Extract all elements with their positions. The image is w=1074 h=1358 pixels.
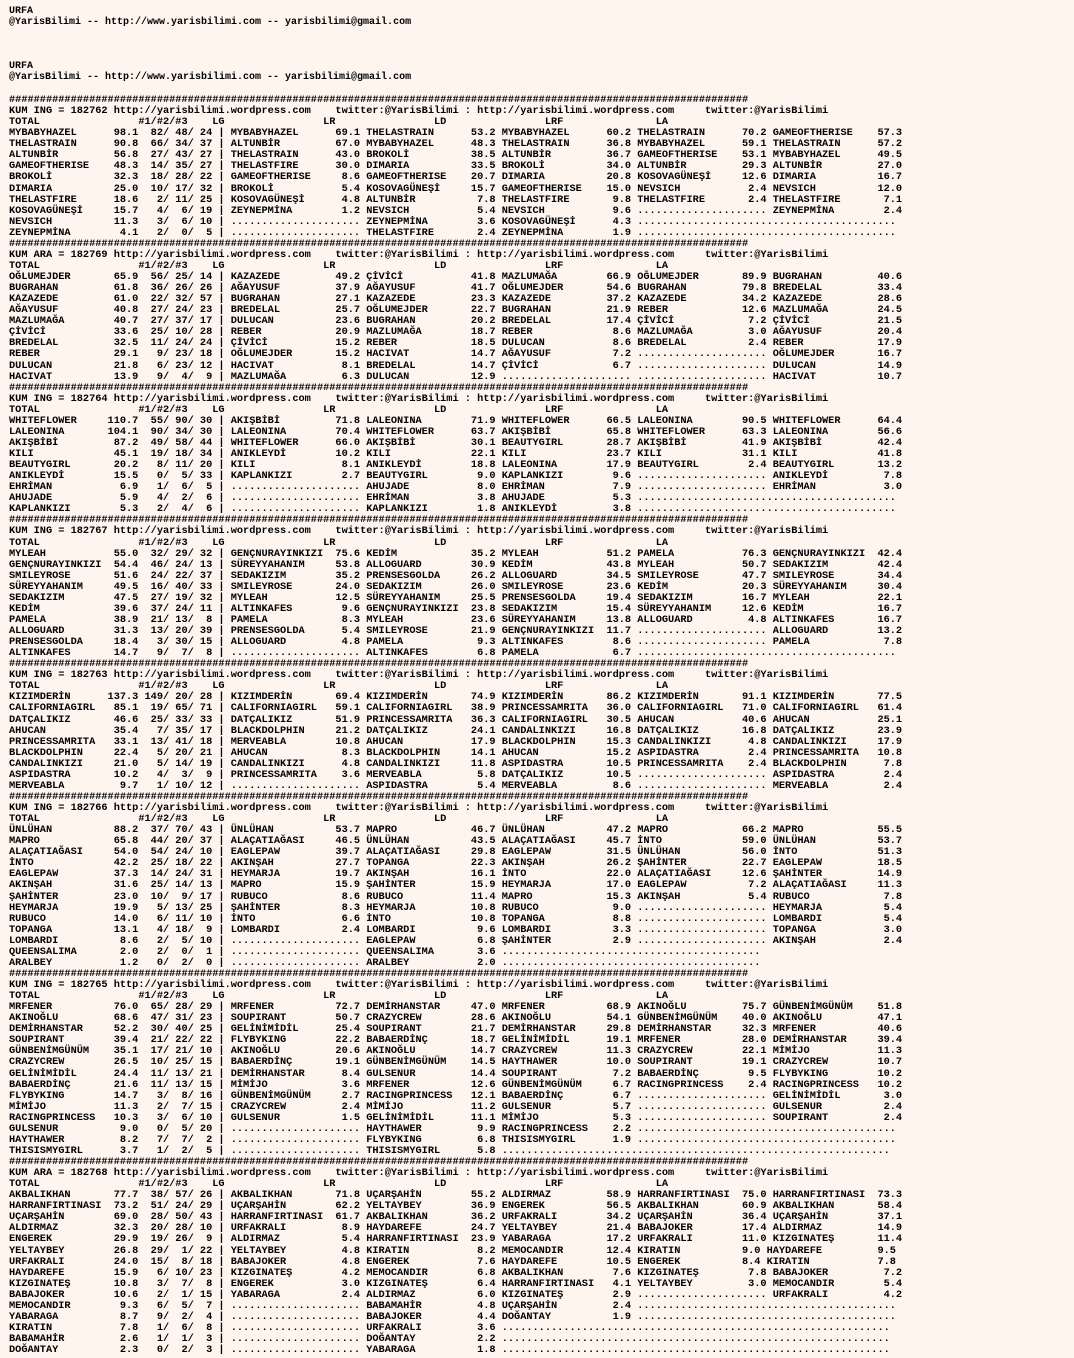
contact-line: @YarisBilimi -- http://www.yarisbilimi.com -- yarisbilimi@gmail.com — [9, 72, 412, 83]
contact-line: @YarisBilimi -- http://www.yarisbilimi.com -- yarisbilimi@gmail.com — [9, 17, 412, 28]
report-row: ALDIRMAZ 32.3 20/ 28/ 10 | URFAKRALI 8.9 HAYDAREFE 24.7 YELTAYBEY 21.4 BABAJOKER 17.4 ALDIRMAZ 14.9 — [9, 1222, 903, 1235]
report-row: SMILEYROSE 51.6 24/ 22/ 37 | SEDAKIZIM 35.2 PRENSESGOLDA 26.2 ALLOGUARD 34.5 SMILEYROSE 47.7 SMILEYROSE 34.4 — [9, 569, 903, 582]
race-separator: ######################################################################################################################## — [9, 381, 749, 394]
report-row: ENGEREK 29.9 19/ 26/ 9 | ALDIRMAZ 5.4 HARRANFIRTINASI 23.9 YABARAGA 17.2 URFAKRALI 11.0 KIZGINATEŞ 11.4 — [9, 1233, 903, 1246]
report-row: PAMELA 38.9 21/ 13/ 8 | PAMELA 8.3 MYLEAH 23.6 SÜREYYAHANIM 13.8 ALLOGUARD 4.8 ALTINKAFES 16.7 — [9, 613, 903, 626]
report-row: ANIKLEYDİ 15.5 0/ 5/ 33 | KAPLANKIZI 2.7 BEAUTYGIRL 9.0 KAPLANKIZI 9.6 ..................... ANIKLEYDİ 7.8 — [9, 470, 903, 483]
report-row: QUEENSALIMA 2.0 2/ 0/ 1 | ..................... QUEENSALIMA 3.6 .......................................... — [9, 945, 761, 958]
report-row: PRINCESSAMRITA 33.1 13/ 41/ 18 | MERVEABLA 10.8 AHUCAN 17.9 BLACKDOLPHIN 15.3 CANDALINKIZI 4.8 CANDALINKIZI 17.9 — [9, 735, 903, 748]
report-row: MİMİJO 11.3 2/ 7/ 15 | CRAZYCREW 2.4 MİMİJO 11.2 GULSENUR 5.7 ..................... GULSENUR 2.4 — [9, 1100, 903, 1113]
report-row: YABARAGA 8.7 9/ 2/ 4 | ..................... BABAJOKER 4.4 DOĞANTAY 1.9 .......................................... — [9, 1310, 896, 1323]
report-row: AHUJADE 5.9 4/ 2/ 6 | ..................... EHRİMAN 3.8 AHUJADE 5.3 .......................................... — [9, 492, 896, 505]
race-heading: KUM ING = 182762 http://yarisbilimi.wordpress.com twitter:@YarisBilimi : http://yarisbilimi.wordpress.com twitter:@YarisBilimi — [9, 105, 829, 118]
report-row: HACIVAT 13.9 9/ 4/ 9 | MAZLUMAĞA 6.3 DULUCAN 12.9 ..................... ..................... HACIVAT 10.7 — [9, 370, 903, 383]
report-row: DULUCAN 21.8 6/ 23/ 12 | HACIVAT 8.1 BREDELAL 14.7 ÇİVİCİ 6.7 ..................... DULUCAN 14.9 — [9, 359, 903, 372]
report-row: MEMOCANDIR 9.3 6/ 5/ 7 | ..................... BABAMAHİR 4.8 UÇARŞAHİN 2.4 .......................................... — [9, 1299, 896, 1312]
report-row: THELASTFIRE 18.6 2/ 11/ 25 | KOSOVAGÜNEŞİ 4.8 ALTUNBİR 7.8 THELASTFIRE 9.8 THELASTFIRE 2.4 THELASTFIRE 7.1 — [9, 193, 903, 206]
report-row: BABAJOKER 10.6 2/ 1/ 15 | YABARAGA 2.4 ALDIRMAZ 6.0 KIZGINATEŞ 2.9 ..................... URFAKRALI 4.2 — [9, 1288, 903, 1301]
report-row: TOPANGA 13.1 4/ 18/ 9 | LOMBARDI 2.4 LOMBARDI 9.6 LOMBARDI 3.3 ..................... TOPANGA 3.0 — [9, 923, 903, 936]
report-row: MAZLUMAĞA 40.7 27/ 37/ 17 | DULUCAN 23.6 BUGRAHAN 20.2 BREDELAL 17.4 ÇİVİCİ 7.2 ÇİVİCİ 21.5 — [9, 315, 903, 328]
report-row: GELİNİMİDİL 24.4 11/ 13/ 21 | DEMİRHANSTAR 8.4 GULSENUR 14.4 SOUPIRANT 7.2 BABAERDİNÇ 9.5 FLYBYKING 10.2 — [9, 1067, 903, 1080]
report-row: KILI 45.1 19/ 18/ 34 | ANIKLEYDİ 10.2 KILI 22.1 KILI 23.7 KILI 31.1 KILI 41.8 — [9, 448, 903, 460]
report-row: EHRİMAN 6.9 1/ 6/ 5 | ..................... AHUJADE 8.0 EHRİMAN 7.9 ..................... EHRİMAN 3.0 — [9, 481, 903, 494]
page-header — [9, 6, 411, 28]
report-row: DATÇALIKIZ 46.6 25/ 33/ 33 | DATÇALIKIZ 51.9 PRINCESSAMRITA 36.3 CALIFORNIAGIRL 30.5 AHUCAN 40.6 AHUCAN 25.1 — [9, 713, 903, 726]
report-row: SOUPIRANT 39.4 21/ 22/ 22 | FLYBYKING 22.2 BABAERDİNÇ 18.7 GELİNİMİDİL 19.1 MRFENER 28.0 DEMİRHANSTAR 39.4 — [9, 1034, 903, 1047]
race-separator: ######################################################################################################################## — [9, 1156, 749, 1168]
report-row: AKINOĞLU 68.6 47/ 31/ 23 | SOUPIRANT 50.7 CRAZYCREW 28.6 AKINOĞLU 54.1 GÜNBENİMGÜNÜM 40.0 AKINOĞLU 47.1 — [9, 1012, 903, 1025]
report-row: KAZAZEDE 61.0 22/ 32/ 57 | BUGRAHAN 27.1 KAZAZEDE 23.3 KAZAZEDE 37.2 KAZAZEDE 34.2 KAZAZEDE 28.6 — [9, 293, 903, 306]
page-header-repeat — [9, 61, 411, 83]
race-heading: KUM ING = 182767 http://yarisbilimi.wordpress.com twitter:@YarisBilimi : http://yarisbilimi.wordpress.com twitter:@YarisBilimi — [9, 525, 829, 538]
report-row: CALIFORNIAGIRL 85.1 19/ 65/ 71 | CALIFORNIAGIRL 59.1 CALIFORNIAGIRL 38.9 PRINCESSAMRITA 36.0 CALIFORNIAGIRL 71.0 CALIFORNIAGIRL 61.4 — [9, 702, 903, 715]
race-heading: KUM ING = 182764 http://yarisbilimi.wordpress.com twitter:@YarisBilimi : http://yarisbilimi.wordpress.com twitter:@YarisBilimi — [9, 392, 829, 405]
report-row: BLACKDOLPHIN 22.4 5/ 20/ 21 | AHUCAN 8.3 BLACKDOLPHIN 14.1 AHUCAN 15.2 ASPIDASTRA 2.4 PRINCESSAMRITA 10.8 — [9, 746, 903, 759]
report-row: CANDALINKIZI 21.0 5/ 14/ 19 | CANDALINKIZI 4.8 CANDALINKIZI 11.8 ASPIDASTRA 10.5 PRINCESSAMRITA 2.4 BLACKDOLPHIN 7.8 — [9, 757, 903, 770]
report-row: ÇİVİCİ 33.6 25/ 10/ 28 | REBER 20.9 MAZLUMAĞA 18.7 REBER 8.6 MAZLUMAĞA 3.0 AĞAYUSUF 20.4 — [9, 326, 903, 339]
report-row: AHUCAN 35.4 7/ 35/ 17 | BLACKDOLPHIN 21.2 DATÇALIKIZ 24.1 CANDALINKIZI 16.8 DATÇALIKIZ 16.8 DATÇALIKIZ 23.9 — [9, 724, 903, 737]
report-row: THISISMYGIRL 3.7 1/ 2/ 5 | ..................... THISISMYGIRL 5.8 ............................................................... — [9, 1144, 890, 1157]
report-row: AKIŞBİBİ 87.2 49/ 58/ 44 | WHITEFLOWER 66.0 AKIŞBİBİ 30.1 BEAUTYGIRL 28.7 AKIŞBİBİ 41.9 AKIŞBİBİ 42.4 — [9, 436, 903, 449]
report-row: KIZGINATEŞ 10.8 3/ 7/ 8 | ENGEREK 3.0 KIZGINATEŞ 6.4 HARRANFIRTINASI 4.1 YELTAYBEY 3.0 MEMOCANDIR 5.4 — [9, 1277, 903, 1290]
report-row: EAGLEPAW 37.3 14/ 24/ 31 | HEYMARJA 19.7 AKINŞAH 16.1 İNTO 22.0 ALAÇATIAĞASI 12.6 ŞAHİNTER 14.9 — [9, 868, 903, 881]
report-row: REBER 29.1 9/ 23/ 18 | OĞLUMEJDER 15.2 HACIVAT 14.7 AĞAYUSUF 7.2 ..................... OĞLUMEJDER 16.7 — [9, 348, 903, 361]
report-row: MERVEABLA 9.7 1/ 10/ 12 | ..................... ASPIDASTRA 5.4 MERVEABLA 8.6 ..................... MERVEABLA 2.4 — [9, 779, 903, 792]
report-row: HARRANFIRTINASI 73.2 51/ 24/ 29 | UÇARŞAHİN 62.2 YELTAYBEY 36.9 ENGEREK 56.5 AKBALIKHAN 60.9 AKBALIKHAN 58.4 — [9, 1200, 903, 1213]
report-row: ALAÇATIAĞASI 54.0 54/ 24/ 10 | EAGLEPAW 39.7 ALAÇATIAĞASI 29.8 EAGLEPAW 31.5 ÜNLÜHAN 56.0 İNTO 51.3 — [9, 846, 903, 859]
race-separator: ######################################################################################################################## — [9, 514, 749, 527]
race-heading: KUM ARA = 182769 http://yarisbilimi.wordpress.com twitter:@YarisBilimi : http://yarisbilimi.wordpress.com twitter:@YarisBilimi — [9, 248, 829, 261]
report-row: DEMİRHANSTAR 52.2 30/ 40/ 25 | GELİNİMİDİL 25.4 SOUPIRANT 21.7 DEMİRHANSTAR 29.8 DEMİRHANSTAR 32.3 MRFENER 40.6 — [9, 1023, 903, 1036]
report-row: GULSENUR 9.0 0/ 5/ 20 | ..................... HAYTHAWER 9.9 RACINGPRINCESS 2.2 .......................................... — [9, 1122, 896, 1135]
column-header: TOTAL #1/#2/#3 LG LR LD LRF LA — [9, 1178, 669, 1191]
report-row: HAYDAREFE 15.9 6/ 10/ 23 | KIZGINATEŞ 4.2 MEMOCANDIR 6.8 AKBALIKHAN 7.6 KIZGINATEŞ 7.8 BABAJOKER 7.2 — [9, 1266, 903, 1279]
column-header: TOTAL #1/#2/#3 LG LR LD LRF LA — [9, 813, 669, 826]
report-row: AKINŞAH 31.6 25/ 14/ 13 | MAPRO 15.9 ŞAHİNTER 15.9 HEYMARJA 17.0 EAGLEPAW 7.2 ALAÇATIAĞASI 11.3 — [9, 879, 903, 892]
race-separator: ######################################################################################################################## — [9, 967, 749, 980]
report-row: MYLEAH 55.0 32/ 29/ 32 | GENÇNURAYINKIZI 75.6 KEDİM 35.2 MYLEAH 51.2 PAMELA 76.3 GENÇNURAYINKIZI 42.4 — [9, 547, 903, 560]
report-row: KAPLANKIZI 5.3 2/ 4/ 6 | ..................... KAPLANKIZI 1.8 ANIKLEYDİ 3.8 .......................................... — [9, 503, 896, 516]
report-row: PRENSESGOLDA 18.4 3/ 30/ 15 | ALLOGUARD 4.8 PAMELA 9.3 ALTINKAFES 8.6 ..................... PAMELA 7.8 — [9, 636, 903, 649]
report-row: MYBABYHAZEL 98.1 82/ 48/ 24 | MYBABYHAZEL 69.1 THELASTRAIN 53.2 MYBABYHAZEL 60.2 THELASTRAIN 70.2 GAMEOFTHERISE 57.3 — [9, 127, 903, 140]
report-row: UÇARŞAHİN 69.0 28/ 50/ 43 | HARRANFIRTINASI 61.7 AKBALIKHAN 36.2 URFAKRALI 34.2 UÇARŞAHİN 36.4 UÇARŞAHİN 37.1 — [9, 1211, 903, 1224]
report-row: OĞLUMEJDER 65.9 56/ 25/ 14 | KAZAZEDE 49.2 ÇİVİCİ 41.8 MAZLUMAĞA 66.9 OĞLUMEJDER 89.9 BUGRAHAN 40.6 — [9, 271, 903, 283]
report-row: BABAMAHİR 2.6 1/ 1/ 3 | ..................... DOĞANTAY 2.2 ............................................................... — [9, 1333, 890, 1345]
report-row: ALTINKAFES 14.7 9/ 7/ 8 | ..................... ALTINKAFES 6.8 PAMELA 6.7 .......................................... — [9, 647, 896, 660]
race-separator: ######################################################################################################################## — [9, 94, 749, 106]
report-row: BEAUTYGIRL 20.2 8/ 11/ 20 | KILI 8.1 ANIKLEYDİ 18.8 LALEONINA 17.9 BEAUTYGIRL 2.4 BEAUTYGIRL 13.2 — [9, 459, 903, 472]
report-row: ALTUNBİR 56.8 27/ 43/ 27 | THELASTRAIN 43.0 BROKOLİ 38.5 ALTUNBİR 36.7 GAMEOFTHERISE 53.1 MYBABYHAZEL 49.5 — [9, 149, 903, 162]
column-header: TOTAL #1/#2/#3 LG LR LD LRF LA — [9, 116, 669, 129]
report-row: DOĞANTAY 2.3 0/ 2/ 3 | ..................... YABARAGA 1.8 ............................................................... — [9, 1344, 890, 1357]
column-header: TOTAL #1/#2/#3 LG LR LD LRF LA — [9, 403, 669, 416]
report-row: ALLOGUARD 31.3 13/ 20/ 39 | PRENSESGOLDA 5.4 SMILEYROSE 21.9 GENÇNURAYINKIZI 11.7 ..................... ALLOGUARD 13.2 — [9, 625, 903, 637]
column-header: TOTAL #1/#2/#3 LG LR LD LRF LA — [9, 680, 669, 693]
race-report — [9, 95, 902, 1356]
report-row: BREDELAL 32.5 11/ 24/ 24 | ÇİVİCİ 15.2 REBER 18.5 DULUCAN 8.6 BREDELAL 2.4 REBER 17.9 — [9, 337, 903, 350]
column-header: TOTAL #1/#2/#3 LG LR LD LRF LA — [9, 536, 669, 549]
report-row: AĞAYUSUF 40.8 27/ 24/ 23 | BREDELAL 25.7 OĞLUMEJDER 22.7 BUGRAHAN 21.9 REBER 12.6 MAZLUMAĞA 24.5 — [9, 304, 903, 317]
race-separator: ######################################################################################################################## — [9, 658, 749, 671]
report-row: BUGRAHAN 61.8 36/ 26/ 26 | AĞAYUSUF 37.9 AĞAYUSUF 41.7 OĞLUMEJDER 54.6 BUGRAHAN 79.8 BREDELAL 33.4 — [9, 282, 903, 295]
race-heading: KUM ING = 182766 http://yarisbilimi.wordpress.com twitter:@YarisBilimi : http://yarisbilimi.wordpress.com twitter:@YarisBilimi — [9, 802, 829, 814]
report-row: KOSOVAGÜNEŞİ 15.7 4/ 6/ 19 | ZEYNEPMİNA 1.2 NEVSICH 5.4 NEVSICH 9.6 ..................... ZEYNEPMİNA 2.4 — [9, 204, 903, 217]
report-row: FLYBYKING 14.7 3/ 8/ 16 | GÜNBENİMGÜNÜM 2.7 RACINGPRINCESS 12.1 BABAERDİNÇ 6.7 ..................... GELİNİMİDİL 3.0 — [9, 1089, 903, 1102]
report-row: ŞAHİNTER 23.0 10/ 9/ 17 | RUBUCO 8.6 RUBUCO 11.4 MAPRO 15.3 AKINŞAH 5.4 RUBUCO 7.8 — [9, 890, 903, 903]
report-row: GÜNBENİMGÜNÜM 35.1 17/ 21/ 10 | AKINOĞLU 20.6 AKINOĞLU 14.7 CRAZYCREW 11.3 CRAZYCREW 22.1 MİMİJO 11.3 — [9, 1045, 903, 1058]
report-row: SEDAKIZIM 47.5 27/ 19/ 32 | MYLEAH 12.5 SÜREYYAHANIM 25.5 PRENSESGOLDA 19.4 SEDAKIZIM 16.7 MYLEAH 22.1 — [9, 591, 903, 604]
report-row: SÜREYYAHANIM 49.5 16/ 40/ 33 | SMILEYROSE 24.0 SEDAKIZIM 26.0 SMILEYROSE 23.6 KEDİM 20.3 SÜREYYAHANIM 30.4 — [9, 580, 903, 593]
report-row: GAMEOFTHERISE 48.3 14/ 35/ 27 | THELASTFIRE 30.0 DIMARIA 33.5 BROKOLİ 34.0 ALTUNBİR 29.3 ALTUNBİR 27.0 — [9, 160, 903, 173]
report-row: GENÇNURAYINKIZI 54.4 46/ 24/ 13 | SÜREYYAHANIM 53.8 ALLOGUARD 30.9 KEDİM 43.8 MYLEAH 50.7 SEDAKIZIM 42.4 — [9, 558, 903, 571]
report-row: RUBUCO 14.0 6/ 11/ 10 | İNTO 6.6 İNTO 10.8 TOPANGA 8.8 ..................... LOMBARDI 5.4 — [9, 912, 903, 925]
race-separator: ######################################################################################################################## — [9, 790, 749, 803]
report-row: DIMARIA 25.0 10/ 17/ 32 | BROKOLİ 5.4 KOSOVAGÜNEŞİ 15.7 GAMEOFTHERISE 15.0 NEVSICH 2.4 NEVSICH 12.0 — [9, 182, 903, 195]
city-title: URFA — [9, 61, 34, 72]
report-row: ÜNLÜHAN 88.2 37/ 70/ 43 | ÜNLÜHAN 53.7 MAPRO 46.7 ÜNLÜHAN 47.2 MAPRO 66.2 MAPRO 55.5 — [9, 824, 903, 837]
report-row: ZEYNEPMİNA 4.1 2/ 0/ 5 | ..................... THELASTFIRE 2.4 ZEYNEPMİNA 1.9 .......................................... — [9, 226, 896, 239]
report-row: KIRATIN 7.8 1/ 6/ 8 | ..................... URFAKRALI 3.6 ............................................................... — [9, 1321, 890, 1334]
report-row: THELASTRAIN 90.8 66/ 34/ 37 | ALTUNBİR 67.0 MYBABYHAZEL 48.3 THELASTRAIN 36.8 MYBABYHAZEL 59.1 THELASTRAIN 57.2 — [9, 138, 903, 151]
report-row: YELTAYBEY 26.8 29/ 1/ 22 | YELTAYBEY 4.8 KIRATIN 8.2 MEMOCANDIR 12.4 KIRATIN 9.0 HAYDAREFE 9.5 — [9, 1244, 896, 1257]
report-row: İNTO 42.2 25/ 18/ 22 | AKINŞAH 27.7 TOPANGA 22.3 AKINŞAH 26.2 ŞAHİNTER 22.7 EAGLEPAW 18.5 — [9, 857, 903, 870]
race-separator: ######################################################################################################################## — [9, 237, 749, 250]
report-row: URFAKRALI 24.0 15/ 8/ 18 | BABAJOKER 4.8 ENGEREK 7.6 HAYDAREFE 10.5 ENGEREK 8.4 KIRATIN 7.8 — [9, 1255, 896, 1268]
report-row: BROKOLİ 32.3 18/ 28/ 22 | GAMEOFTHERISE 8.6 GAMEOFTHERISE 20.7 DIMARIA 20.8 KOSOVAGÜNEŞİ 12.6 DIMARIA 16.7 — [9, 171, 903, 184]
race-heading: KUM ING = 182763 http://yarisbilimi.wordpress.com twitter:@YarisBilimi : http://yarisbilimi.wordpress.com twitter:@YarisBilimi — [9, 669, 829, 682]
report-row: KIZIMDERİN 137.3 149/ 20/ 28 | KIZIMDERİN 69.4 KIZIMDERİN 74.9 KIZIMDERİN 86.2 KIZIMDERİN 91.1 KIZIMDERİN 77.5 — [9, 691, 903, 704]
report-row: RACINGPRINCESS 10.3 3/ 6/ 10 | GULSENUR 1.5 GELİNİMİDİL 11.1 MİMİJO 5.3 ..................... SOUPIRANT 2.4 — [9, 1111, 903, 1124]
report-row: MAPRO 65.8 44/ 20/ 37 | ALAÇATIAĞASI 46.5 ÜNLÜHAN 43.5 ALAÇATIAĞASI 45.7 İNTO 59.0 ÜNLÜHAN 53.7 — [9, 835, 903, 848]
report-row: LALEONINA 104.1 90/ 34/ 30 | LALEONINA 70.4 WHITEFLOWER 63.7 AKIŞBİBİ 65.8 WHITEFLOWER 63.3 LALEONINA 56.6 — [9, 425, 903, 438]
city-title: URFA — [9, 6, 34, 17]
report-row: ASPIDASTRA 10.2 4/ 3/ 9 | PRINCESSAMRITA 3.6 MERVEABLA 5.8 DATÇALIKIZ 10.5 ..................... ASPIDASTRA 2.4 — [9, 768, 903, 781]
race-heading: KUM ING = 182765 http://yarisbilimi.wordpress.com twitter:@YarisBilimi : http://yarisbilimi.wordpress.com twitter:@YarisBilimi — [9, 979, 829, 991]
report-row: WHITEFLOWER 110.7 55/ 90/ 30 | AKIŞBİBİ 71.8 LALEONINA 71.9 WHITEFLOWER 66.5 LALEONINA 90.5 WHITEFLOWER 64.4 — [9, 414, 903, 427]
report-row: BABAERDİNÇ 21.6 11/ 13/ 15 | MİMİJO 3.6 MRFENER 12.6 GÜNBENİMGÜNÜM 6.7 RACINGPRINCESS 2.4 RACINGPRINCESS 10.2 — [9, 1078, 903, 1091]
report-row: CRAZYCREW 26.5 10/ 25/ 15 | BABAERDİNÇ 19.1 GÜNBENİMGÜNÜM 14.5 HAYTHAWER 10.0 SOUPIRANT 19.1 CRAZYCREW 10.7 — [9, 1056, 903, 1069]
race-heading: KUM ARA = 182768 http://yarisbilimi.wordpress.com twitter:@YarisBilimi : http://yarisbilimi.wordpress.com twitter:@YarisBilimi — [9, 1167, 829, 1180]
report-row: LOMBARDI 8.6 2/ 5/ 10 | ..................... EAGLEPAW 6.8 ŞAHİNTER 2.9 ..................... AKINŞAH 2.4 — [9, 934, 903, 947]
column-header: TOTAL #1/#2/#3 LG LR LD LRF LA — [9, 259, 669, 272]
column-header: TOTAL #1/#2/#3 LG LR LD LRF LA — [9, 990, 669, 1003]
report-row: ARALBEY 1.2 0/ 2/ 0 | ..................... ARALBEY 2.0 .......................................... — [9, 956, 761, 969]
report-row: HAYTHAWER 8.2 7/ 7/ 2 | ..................... FLYBYKING 6.8 THISISMYGIRL 1.9 .......................................... — [9, 1133, 896, 1146]
report-row: NEVSICH 11.3 3/ 6/ 10 | ..................... ZEYNEPMİNA 3.6 KOSOVAGÜNEŞİ 4.3 .......................................... — [9, 215, 896, 228]
report-row: MRFENER 76.0 65/ 28/ 29 | MRFENER 72.7 DEMİRHANSTAR 47.0 MRFENER 68.9 AKINOĞLU 75.7 GÜNBENİMGÜNÜM 51.8 — [9, 1001, 903, 1014]
report-row: AKBALIKHAN 77.7 38/ 57/ 26 | AKBALIKHAN 71.8 UÇARŞAHİN 55.2 ALDIRMAZ 58.9 HARRANFIRTINASI 75.0 HARRANFIRTINASI 73.3 — [9, 1189, 903, 1202]
report-row: HEYMARJA 19.9 5/ 13/ 25 | ŞAHİNTER 8.3 HEYMARJA 10.8 RUBUCO 9.0 ..................... HEYMARJA 5.4 — [9, 901, 903, 914]
report-row: KEDİM 39.6 37/ 24/ 11 | ALTINKAFES 9.6 GENÇNURAYINKIZI 23.8 SEDAKIZIM 15.4 SÜREYYAHANIM 12.6 KEDİM 16.7 — [9, 602, 903, 615]
